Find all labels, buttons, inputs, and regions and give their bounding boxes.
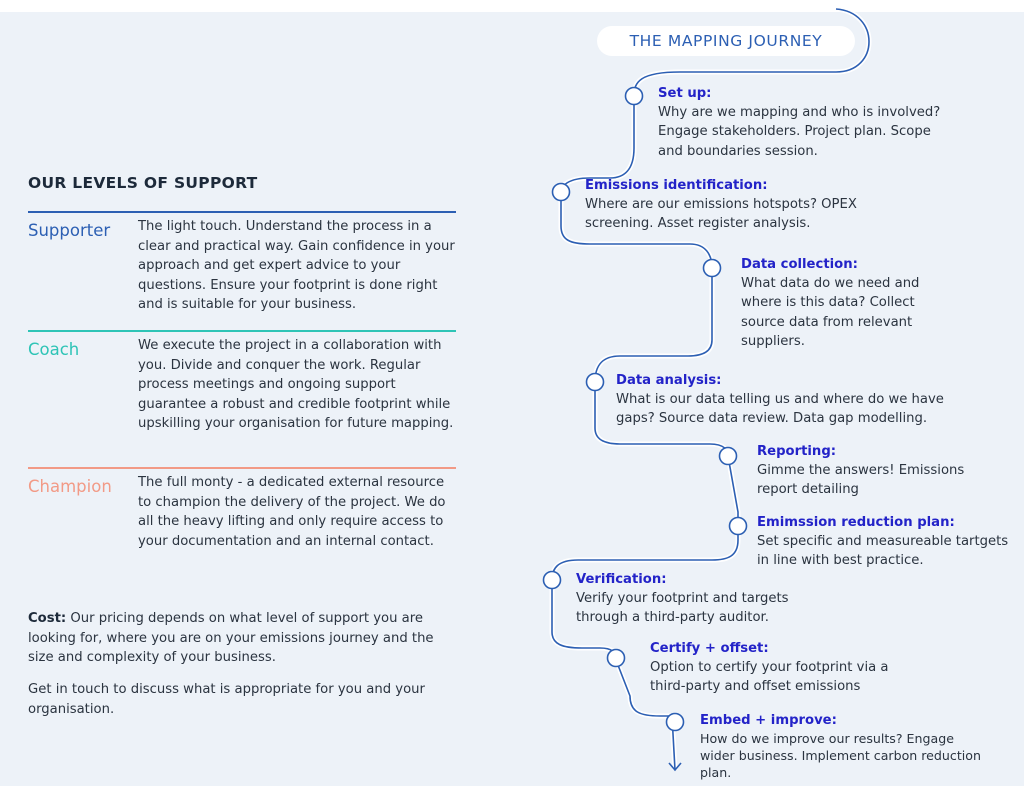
step-embed-improve xyxy=(700,713,990,781)
step-description: What data do we need and where is this data? Collect source data from relevant suppliers. xyxy=(741,276,920,350)
cost-label: Cost: xyxy=(28,611,67,626)
levels-title: OUR LEVELS OF SUPPORT xyxy=(28,174,258,192)
level-name: Champion xyxy=(28,477,112,496)
step-description: Verify your footprint and targets through a third-party auditor. xyxy=(576,591,789,626)
level-champion xyxy=(28,467,456,549)
step-data-collection xyxy=(741,257,956,352)
level-supporter xyxy=(28,211,456,313)
step-reduction-plan xyxy=(757,515,1019,571)
step-title: Certify + offset: xyxy=(650,641,769,656)
step-description: How do we improve our results? Engage wider business. Implement carbon reduction plan. xyxy=(700,731,981,780)
step-title: Emissions identification: xyxy=(585,178,768,193)
step-title: Embed + improve: xyxy=(700,713,837,728)
step-description: Where are our emissions hotspots? OPEX screening. Asset register analysis. xyxy=(585,197,857,232)
level-name: Coach xyxy=(28,340,80,359)
contact-paragraph: Get in touch to discuss what is appropriate for you and your organisation. xyxy=(28,682,425,717)
level-name: Supporter xyxy=(28,221,111,240)
step-title: Reporting: xyxy=(757,444,837,459)
step-title: Set up: xyxy=(658,86,712,101)
step-description: Gimme the answers! Emissions report detailing xyxy=(757,463,965,498)
step-title: Data analysis: xyxy=(616,373,722,388)
step-description: What is our data telling us and where do we have gaps? Source data review. Data gap modelling. xyxy=(616,392,944,427)
journey-title: THE MAPPING JOURNEY xyxy=(597,26,855,56)
step-description: Option to certify your footprint via a third-party and offset emissions xyxy=(650,660,889,695)
level-description: The full monty - a dedicated external resource to champion the delivery of the project. We do all the heavy lifting and only require access to your documentation and an internal contact. xyxy=(138,475,446,549)
step-title: Data collection: xyxy=(741,257,858,272)
step-certify-offset xyxy=(650,641,920,697)
step-set-up xyxy=(658,86,958,161)
step-description: Set specific and measureable tartgets in line with best practice. xyxy=(757,534,1009,569)
step-description: Why are we mapping and who is involved? Engage stakeholders. Project plan. Scope and boundaries session. xyxy=(658,105,941,159)
step-data-analysis xyxy=(616,373,986,429)
cost-paragraph xyxy=(28,609,460,668)
level-coach xyxy=(28,330,456,432)
cost-text: Our pricing depends on what level of support you are looking for, where you are on your emissions journey and the size and complexity of your business. xyxy=(28,611,434,666)
step-verification xyxy=(576,572,836,628)
step-title: Verification: xyxy=(576,572,667,587)
level-description: The light touch. Understand the process in a clear and practical way. Gain confidence in your approach and get expert advice to your questions. Ensure your footprint is done right and is suitable for your business. xyxy=(138,219,455,313)
step-emissions-identification xyxy=(585,178,915,234)
step-reporting xyxy=(757,444,987,500)
level-description: We execute the project in a collaboration with you. Divide and conquer the work. Regular process meetings and ongoing support guarantee a robust and credible footprint while upskilling your organisation for future mapping. xyxy=(138,338,454,432)
step-title: Emimssion reduction plan: xyxy=(757,515,955,530)
